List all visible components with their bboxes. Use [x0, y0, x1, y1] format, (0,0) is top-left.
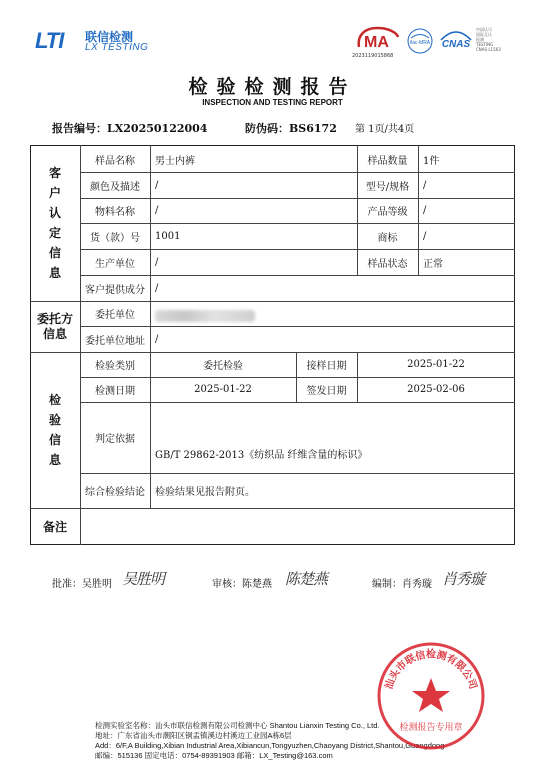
- client-section-title: [30, 145, 80, 301]
- cnas-logo: [438, 26, 474, 56]
- sample-quantity-value: 1件: [423, 155, 440, 167]
- cnas-caption-line: TESTING: [476, 42, 494, 47]
- sample-status-label: 样品状态: [367, 258, 408, 270]
- reviewer: 审核：陈楚燕: [212, 579, 272, 590]
- conclusion-value: 检验结果见报告附页。: [155, 487, 255, 498]
- entrust-company-label: 委托单位: [95, 310, 135, 321]
- divider: [150, 145, 151, 508]
- client-composition-label: 客户提供成分: [85, 284, 145, 296]
- report-title: 检验检测报告: [188, 76, 357, 98]
- sample-name-label: 样品名称: [95, 155, 135, 167]
- svg-text:CNAS: CNAS: [441, 39, 471, 50]
- section-title-char: 息: [48, 453, 61, 467]
- test-date-value: 2025-01-22: [194, 384, 252, 395]
- lab-address-en: Add：6/F,A Building,Xibian Industrial Area,Xibiancun,Tongyuzhen,Chaoyang District,Shantou,Guangdong: [95, 741, 445, 750]
- inspection-type-value: 委托检验: [203, 361, 243, 372]
- section-title-line: 委托方: [36, 311, 73, 326]
- basis-label: 判定依据: [95, 434, 135, 445]
- manufacturer-label: 生产单位: [95, 258, 135, 270]
- section-title-char: 信: [48, 246, 61, 260]
- basis-value: GB/T 29862-2013《纺织品 纤维含量的标识》: [155, 449, 368, 461]
- issue-date-label: 签发日期: [306, 386, 347, 397]
- conclusion-label: 综合检验结论: [85, 487, 145, 498]
- material-name-label: 物料名称: [95, 207, 135, 218]
- company-logo: [35, 28, 175, 56]
- color-description-label: 颜色及描述: [90, 181, 140, 193]
- cnas-caption-line: 国际互认: [476, 32, 492, 37]
- entrust-address-value: /: [155, 333, 159, 345]
- svg-text:MA: MA: [364, 34, 389, 51]
- lab-address-cn: 地址：广东省汕头市潮阳区铜盂镇溪边村溪边工业园A栋6层: [95, 731, 292, 740]
- approver-signature: 吴胜明: [122, 570, 165, 588]
- lab-contact: 邮编：515136 固定电话：0754-89391903 邮箱：LX_Testing@163.com: [95, 751, 333, 760]
- page-indicator: 第 1页/共4页: [355, 124, 415, 135]
- trademark-value: /: [423, 230, 427, 242]
- section-title-char: 客: [48, 166, 61, 180]
- product-grade-value: /: [423, 205, 427, 216]
- product-grade-label: 产品等级: [367, 207, 408, 218]
- cnas-caption-line: CNAS L1563: [476, 47, 501, 52]
- section-title-char: 信: [48, 433, 61, 447]
- sample-quantity-label: 样品数量: [367, 155, 408, 167]
- anti-fake-code: 防伪码：BS6172: [245, 122, 337, 135]
- logo-chinese-name: 联信检测: [85, 30, 134, 44]
- issue-date-value: 2025-02-06: [407, 384, 465, 395]
- logo-mark: LTI: [35, 28, 64, 53]
- logo-english-name: LX TESTING: [85, 42, 149, 53]
- section-title-char: 验: [48, 413, 61, 427]
- entrust-section-title: [30, 301, 80, 352]
- manufacturer-value: /: [155, 256, 159, 268]
- receive-date-label: 接样日期: [306, 361, 347, 372]
- trademark-label: 商标: [377, 232, 398, 244]
- cma-number: 2023119015868: [352, 53, 394, 59]
- official-seal: [375, 640, 487, 752]
- preparer: 编制：肖秀璇: [372, 579, 432, 590]
- item-number-label: 货（款）号: [90, 232, 140, 244]
- section-title-char: 户: [48, 186, 61, 200]
- lab-name: 检测实验室名称：汕头市联信检测有限公司检测中心 Shantou Lianxin Testing Co., Ltd.: [95, 721, 380, 730]
- entrust-address-label: 委托单位地址: [85, 335, 145, 347]
- section-title-char: 息: [48, 266, 61, 280]
- divider: [418, 145, 419, 275]
- receive-date-value: 2025-01-22: [407, 359, 465, 370]
- model-spec-value: /: [423, 179, 427, 191]
- divider: [30, 508, 515, 509]
- svg-text:ilac-MRA: ilac-MRA: [409, 40, 431, 46]
- report-number: 报告编号：LX20250122004: [52, 122, 208, 135]
- redacted-company-name: [155, 310, 255, 322]
- client-composition-value: /: [155, 282, 159, 294]
- item-number-value: 1001: [155, 230, 181, 242]
- report-subtitle: INSPECTION AND TESTING REPORT: [202, 98, 343, 107]
- remark-label: 备注: [42, 519, 67, 534]
- sample-status-value: 正常: [423, 258, 443, 270]
- svg-text:检测报告专用章: 检测报告专用章: [399, 723, 463, 733]
- approver: 批准：吴胜明: [52, 579, 112, 590]
- inspection-type-label: 检验类别: [95, 361, 135, 372]
- inspect-section-title: [30, 352, 80, 508]
- cnas-caption: [476, 27, 508, 52]
- reviewer-signature: 陈楚燕: [285, 570, 328, 588]
- test-date-label: 检测日期: [95, 386, 135, 397]
- svg-text:汕头市联信检测有限公司: 汕头市联信检测有限公司: [383, 649, 479, 691]
- cnas-caption-line: 中国认可: [476, 27, 492, 32]
- sample-name-value: 男士内裤: [155, 155, 195, 167]
- cma-logo: [355, 25, 401, 53]
- cnas-caption-line: 检测: [476, 37, 484, 42]
- ilac-mra-logo: [406, 27, 434, 55]
- section-title-char: 认: [48, 206, 61, 220]
- section-title-char: 检: [48, 393, 61, 407]
- preparer-signature: 肖秀璇: [442, 570, 485, 588]
- material-name-value: /: [155, 205, 159, 216]
- model-spec-label: 型号/规格: [365, 181, 410, 193]
- section-title-char: 定: [48, 226, 61, 240]
- section-title-line: 信息: [42, 326, 67, 341]
- color-description-value: /: [155, 179, 159, 191]
